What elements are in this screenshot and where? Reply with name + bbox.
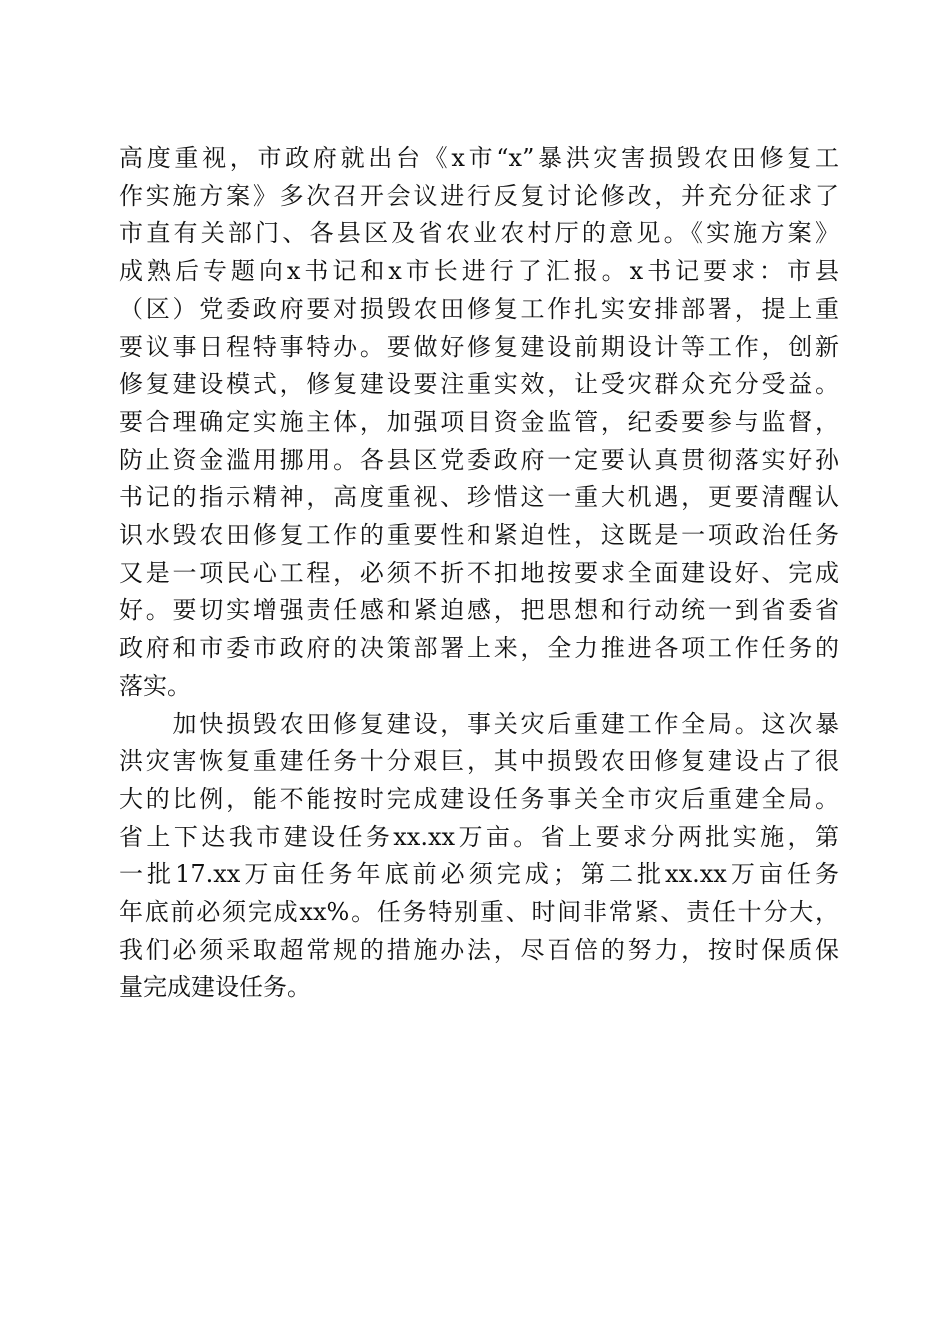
text-line: 成熟后专题向x书记和x市长进行了汇报。x书记要求：市县 [119, 257, 839, 286]
text-line: 政府和市委市政府的决策部署上来，全力推进各项工作任务的 [119, 634, 839, 663]
text-line: （区）党委政府要对损毁农田修复工作扎实安排部署，提上重 [119, 294, 839, 323]
text-line: 要议事日程特事特办。要做好修复建设前期设计等工作，创新 [119, 332, 839, 361]
text-line: 大的比例，能不能按时完成建设任务事关全市灾后重建全局。 [119, 784, 839, 813]
body-text [119, 140, 839, 1007]
text-line: 识水毁农田修复工作的重要性和紧迫性，这既是一项政治任务 [119, 521, 839, 550]
text-line: 省上下达我市建设任务xx.xx万亩。省上要求分两批实施，第 [119, 822, 839, 851]
text-line: 年底前必须完成xx%。任务特别重、时间非常紧、责任十分大， [119, 898, 839, 927]
text-line: 要合理确定实施主体，加强项目资金监管，纪委要参与监督， [119, 407, 839, 436]
text-line: 市直有关部门、各县区及省农业农村厅的意见。《实施方案》 [119, 219, 839, 248]
text-line: 加快损毁农田修复建设，事关灾后重建工作全局。这次暴 [119, 709, 839, 738]
text-line: 又是一项民心工程，必须不折不扣地按要求全面建设好、完成 [119, 558, 839, 587]
text-line: 洪灾害恢复重建任务十分艰巨，其中损毁农田修复建设占了很 [119, 747, 839, 776]
text-line: 高度重视，市政府就出台《x市“x”暴洪灾害损毁农田修复工 [119, 144, 839, 172]
text-line: 修复建设模式，修复建设要注重实效，让受灾群众充分受益。 [119, 370, 839, 399]
text-line: 书记的指示精神，高度重视、珍惜这一重大机遇，更要清醒认 [119, 483, 839, 512]
text-line: 好。要切实增强责任感和紧迫感，把思想和行动统一到省委省 [119, 596, 839, 625]
text-line: 我们必须采取超常规的措施办法，尽百倍的努力，按时保质保 [119, 935, 839, 964]
text-line: 作实施方案》多次召开会议进行反复讨论修改，并充分征求了 [119, 181, 839, 210]
text-line: 落实。 [119, 671, 191, 700]
text-line: 防止资金滥用挪用。各县区党委政府一定要认真贯彻落实好孙 [119, 445, 839, 474]
text-line: 一批17.xx万亩任务年底前必须完成；第二批xx.xx万亩任务 [119, 860, 839, 889]
text-line: 量完成建设任务。 [119, 973, 311, 1002]
